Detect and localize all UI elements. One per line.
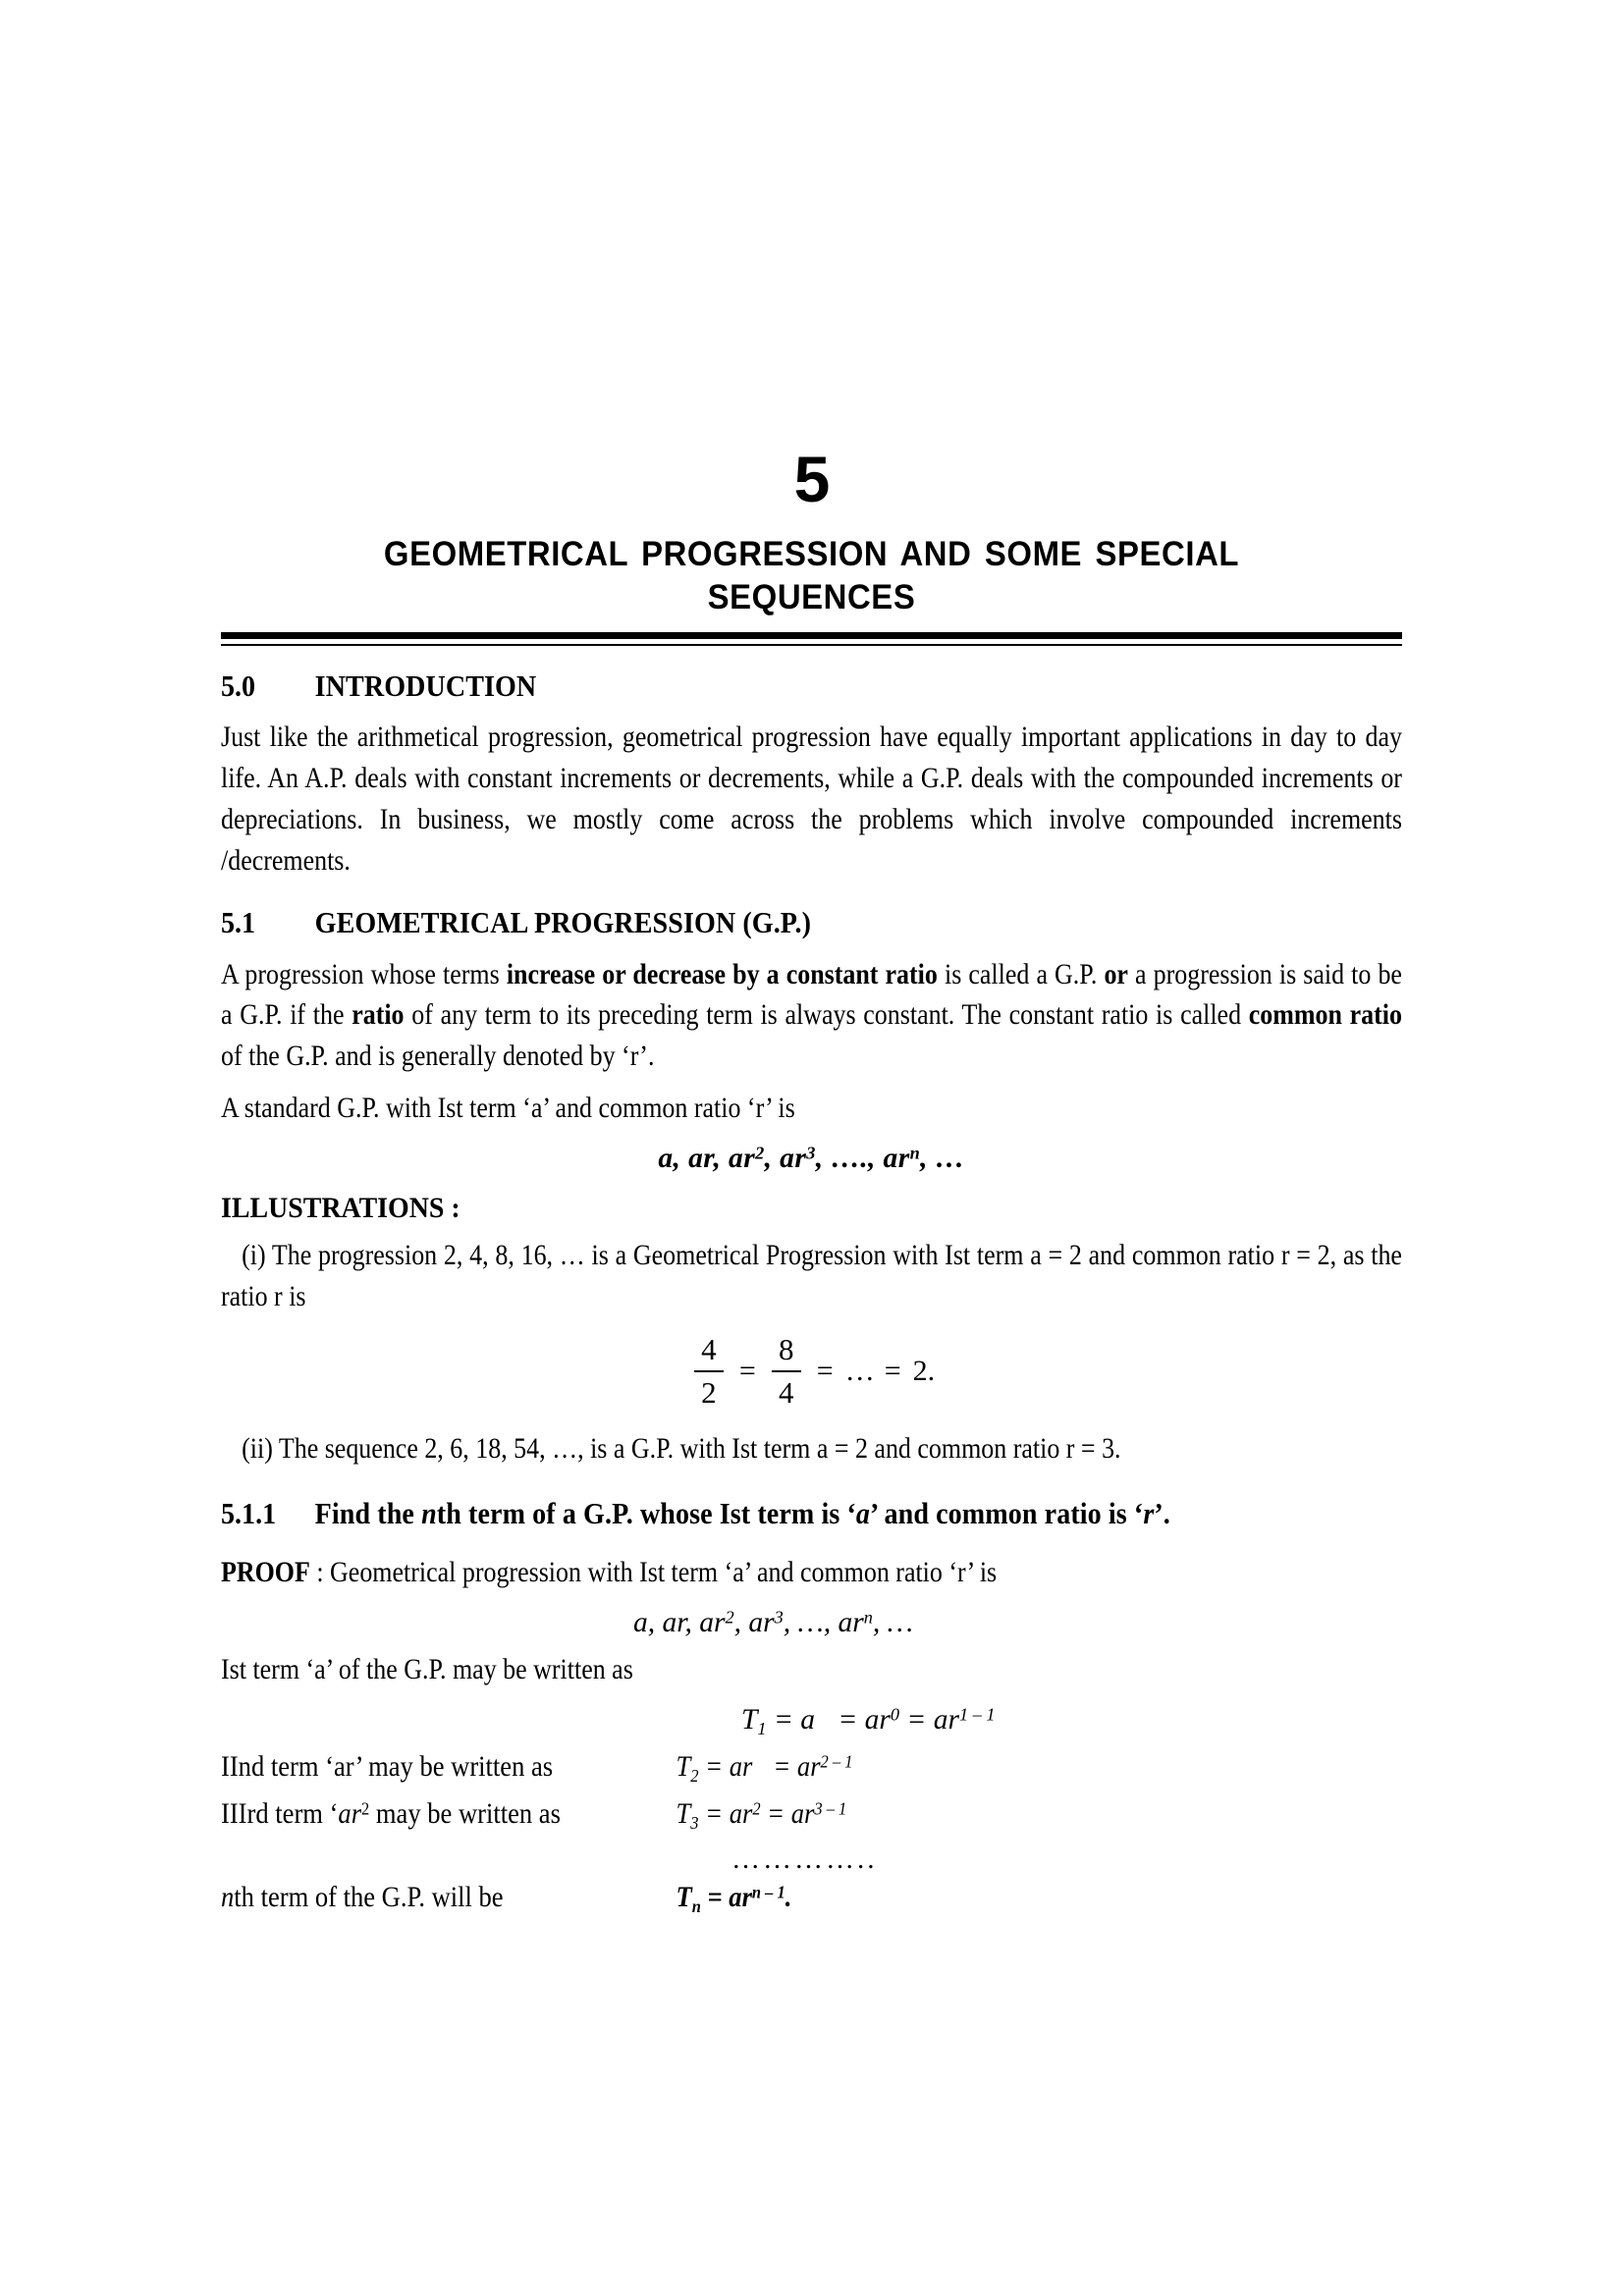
fraction-eight-over-four xyxy=(772,1331,801,1410)
fraction-denominator-1: 2 xyxy=(701,1374,717,1410)
nth-term-label: nth term of the G.P. will be xyxy=(221,1881,504,1913)
section-number-gp: 5.1 xyxy=(221,905,256,939)
section-heading-nth-term xyxy=(221,1496,1401,1532)
iiird-term-row xyxy=(221,1798,1402,1834)
gp-definition-paragraph xyxy=(221,955,1402,1079)
intro-paragraph: Just like the arithmetical progression, geometrical progression have equally important applications in day to day life. An A.P. deals with constant increments or decrements, while a G.P. deals with the compounded increments or depreciations. In business, we mostly come across the problems which involve compounded increments /decrements. xyxy=(221,721,1402,878)
header-double-rule xyxy=(221,632,1402,646)
proof-formula: a, ar, $ar^2$, $ar^3$, …, $ar^n$, … xyxy=(633,1607,913,1639)
illustrations-heading: ILLUSTRATIONS : xyxy=(221,1192,460,1225)
continuation-dots: ………….. xyxy=(731,1842,878,1875)
nth-title-n: n xyxy=(421,1496,437,1530)
gp-def-text-4: of any term to its preceding term is always constant. The constant ratio is called xyxy=(404,999,1249,1032)
rule-thick-line xyxy=(221,632,1402,639)
rule-thin-line xyxy=(221,644,1402,646)
proof-label: PROOF xyxy=(221,1557,310,1589)
illustration-item-i-text: (i) The progression 2, 4, 8, 16, … is a Geometrical Progression with Ist term a = 2 and common ratio r = 2, as the ratio r is xyxy=(221,1240,1402,1312)
illustration-item-ii xyxy=(221,1429,1402,1470)
gp-def-text-1: A progression whose terms xyxy=(221,958,507,990)
proof-text: : Geometrical progression with Ist term ‘a’ and common ratio ‘r’ is xyxy=(309,1557,998,1589)
fraction-bar-2 xyxy=(772,1370,801,1372)
gp-def-text-5: of the G.P. and is generally denoted by ‘r’. xyxy=(221,1041,655,1073)
iind-term-row xyxy=(221,1751,1402,1787)
fraction-numerator-1: 4 xyxy=(701,1331,717,1366)
chapter-title-line-1: GEOMETRICAL PROGRESSION AND SOME SPECIAL xyxy=(383,535,1240,573)
fraction-operator-3: = xyxy=(884,1354,901,1387)
chapter-title-line-2: SEQUENCES xyxy=(707,578,916,617)
nth-title-2: th term of a G.P. whose Ist term is ‘ xyxy=(436,1496,856,1530)
iiird-term-label: IIIrd term ‘$ar^2$ may be written as xyxy=(221,1797,561,1830)
illustration-item-i xyxy=(221,1236,1402,1318)
section-title-intro: INTRODUCTION xyxy=(314,668,537,703)
chapter-number: 5 xyxy=(793,443,830,515)
nth-title-a: a xyxy=(855,1496,871,1530)
nth-term-equation: $T_n = ar^{n - 1}$. xyxy=(676,1881,792,1916)
iind-term-label: IInd term ‘ar’ may be written as xyxy=(221,1750,554,1783)
nth-title-1: Find the xyxy=(314,1496,422,1530)
gp-def-bold-1: increase or decrease by a constant ratio xyxy=(506,958,938,990)
fraction-bar-1 xyxy=(694,1370,724,1372)
gp-def-bold-2: or xyxy=(1104,958,1128,990)
fraction-ellipsis: … xyxy=(844,1354,875,1387)
chapter-title xyxy=(256,533,1367,620)
iind-term-equation: $T_2$ = ar = $ar^{2 - 1}$ xyxy=(676,1750,853,1786)
section-heading-gp xyxy=(221,905,1401,941)
ist-term-label: Ist term ‘a’ of the G.P. may be written as xyxy=(221,1654,633,1686)
section-title-nth-term xyxy=(315,1496,1170,1532)
standard-gp-line: A standard G.P. with Ist term ‘a’ and common ratio ‘r’ is xyxy=(221,1093,795,1125)
standard-gp-formula xyxy=(221,1143,1402,1175)
nth-title-4: ’. xyxy=(1154,1496,1170,1530)
section-number-intro: 5.0 xyxy=(221,668,256,703)
section-title-gp: GEOMETRICAL PROGRESSION (G.P.) xyxy=(314,905,812,939)
fraction-denominator-2: 4 xyxy=(779,1374,794,1410)
section-number-nth-term: 5.1.1 xyxy=(221,1496,277,1530)
gp-def-text-2: is called a G.P. xyxy=(937,958,1105,990)
fraction-numerator-2: 8 xyxy=(779,1331,794,1366)
fraction-four-over-two xyxy=(694,1331,724,1410)
ratio-fraction-display xyxy=(221,1324,1402,1418)
nth-title-3: ’ and common ratio is ‘ xyxy=(870,1496,1144,1530)
nth-title-r: r xyxy=(1143,1496,1155,1530)
section-heading-intro xyxy=(221,668,1401,705)
fraction-operator-2: = xyxy=(816,1354,834,1387)
page-content-column xyxy=(221,0,1402,1916)
illustration-item-ii-text: (ii) The sequence 2, 6, 18, 54, …, is a G.P. with Ist term a = 2 and common ratio r = 3. xyxy=(242,1432,1121,1465)
gp-def-bold-3: ratio xyxy=(352,999,405,1032)
fraction-result: 2. xyxy=(912,1354,936,1387)
proof-line xyxy=(221,1553,1402,1594)
fraction-operator-1: = xyxy=(738,1354,756,1387)
gp-def-bold-4: common ratio xyxy=(1248,999,1402,1032)
nth-term-row xyxy=(221,1882,1402,1917)
gp-def-text-3: a progression is said to be a G.P. if the xyxy=(221,958,1402,1032)
formula-a: a, ar, $ar^2$, $ar^3$, …., $ar^n$, … xyxy=(658,1143,965,1175)
ist-term-equation: $T_1 = a = ar^0 = ar^{1 - 1}$ xyxy=(741,1704,996,1738)
iiird-term-equation: $T_3 = ar^2 = ar^{3 - 1}$ xyxy=(676,1797,847,1833)
